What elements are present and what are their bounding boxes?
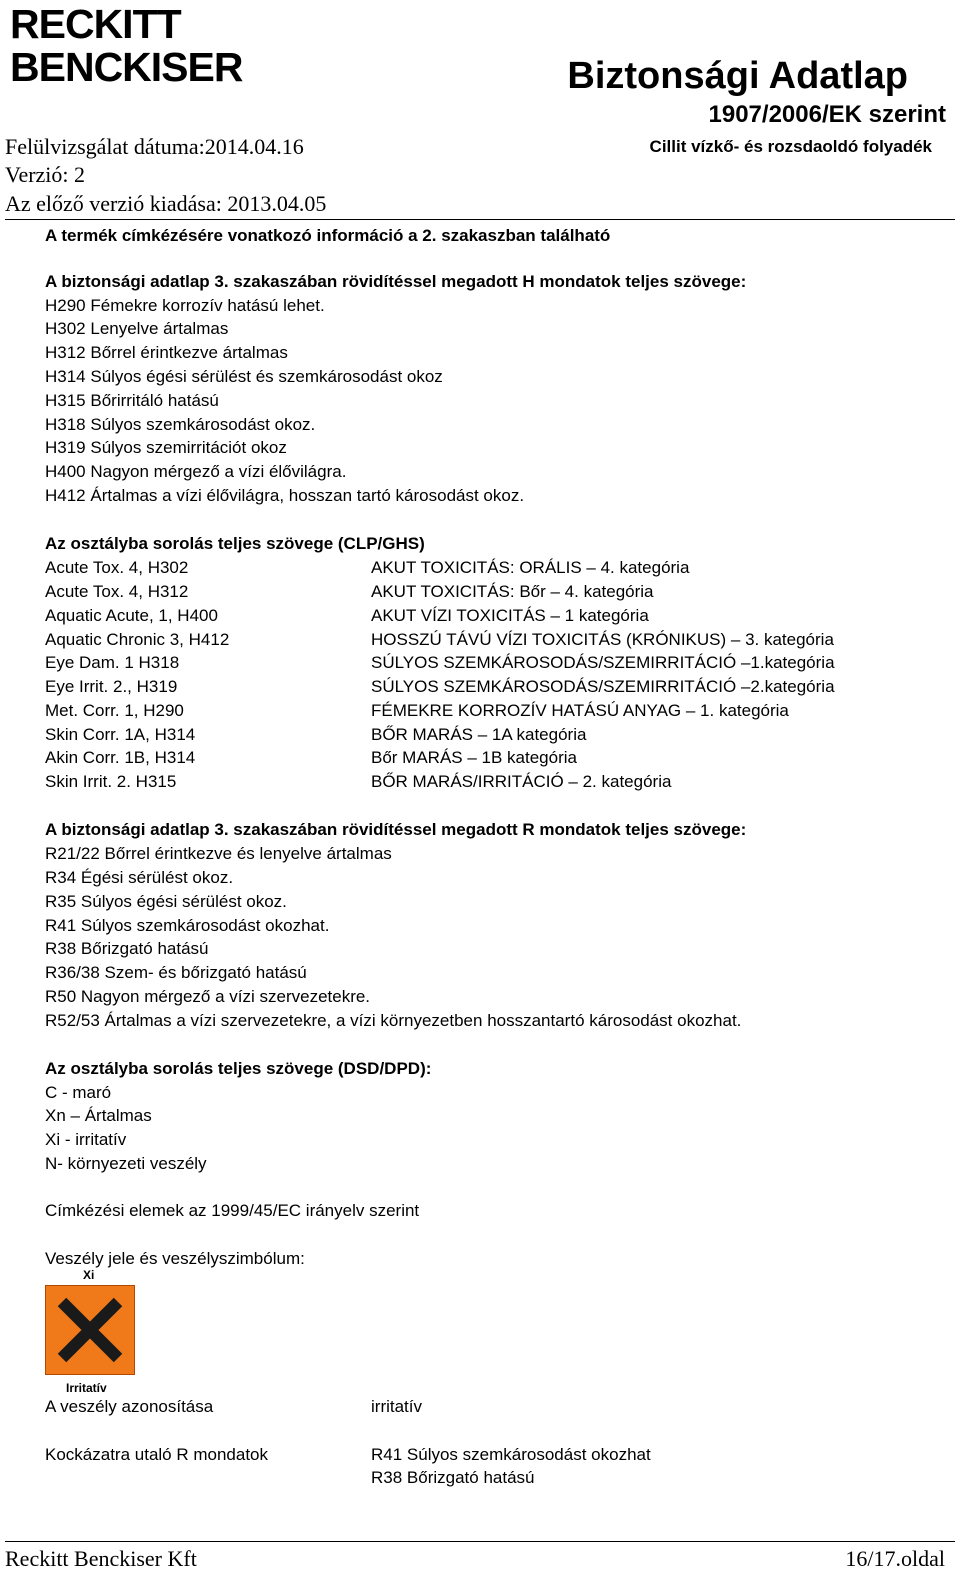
r-phrase: R41 Súlyos szemkárosodást okozhat. <box>45 916 330 935</box>
dsd-section-heading: Az osztályba sorolás teljes szövege (DSD/DPD): <box>45 1059 432 1078</box>
r-phrase-label-item: R38 Bőrizgató hatású <box>371 1468 535 1487</box>
labelling-intro: A termék címkézésére vonatkozó információ a 2. szakaszban található <box>45 226 611 245</box>
hazard-id-value: irritatív <box>371 1397 422 1416</box>
pictogram-code: Xi <box>83 1268 95 1282</box>
r-phrase: R35 Súlyos égési sérülést okoz. <box>45 892 287 911</box>
dsd-item: C - maró <box>45 1083 112 1102</box>
xi-irritant-cross-icon <box>45 1285 135 1375</box>
clp-code: Eye Dam. 1 H318 <box>45 653 180 672</box>
clp-code: Aquatic Acute, 1, H400 <box>45 606 218 625</box>
r-phrase: R36/38 Szem- és bőrizgató hatású <box>45 963 307 982</box>
dsd-item: Xn – Ártalmas <box>45 1106 152 1125</box>
h-phrase: H314 Súlyos égési sérülést és szemkárosodást okoz <box>45 367 443 386</box>
r-phrase: R50 Nagyon mérgező a vízi szervezetekre. <box>45 987 371 1006</box>
clp-text: AKUT TOXICITÁS: ORÁLIS – 4. kategória <box>371 558 690 577</box>
clp-code: Met. Corr. 1, H290 <box>45 701 184 720</box>
revision-date: Felülvizsgálat dátuma:2014.04.16 <box>5 134 304 159</box>
dsd-item: Xi - irritatív <box>45 1130 127 1149</box>
h-phrase: H290 Fémekre korrozív hatású lehet. <box>45 296 325 315</box>
clp-code: Aquatic Chronic 3, H412 <box>45 630 230 649</box>
clp-code: Akin Corr. 1B, H314 <box>45 748 196 767</box>
clp-section-heading: Az osztályba sorolás teljes szövege (CLP/GHS) <box>45 534 425 553</box>
r-phrases-label: Kockázatra utaló R mondatok <box>45 1445 269 1464</box>
h-phrase: H412 Ártalmas a vízi élővilágra, hosszan tartó károsodást okoz. <box>45 486 525 505</box>
r-phrase: R21/22 Bőrrel érintkezve és lenyelve ártalmas <box>45 844 392 863</box>
version: Verzió: 2 <box>5 162 86 187</box>
h-phrase: H312 Bőrrel érintkezve ártalmas <box>45 343 288 362</box>
symbol-heading: Veszély jele és veszélyszimbólum: <box>45 1249 305 1268</box>
r-section-heading: A biztonsági adatlap 3. szakaszában rövidítéssel megadott R mondatok teljes szövege: <box>45 820 747 839</box>
product-name: Cillit vízkő- és rozsdaoldó folyadék <box>649 137 932 156</box>
clp-text: SÚLYOS SZEMKÁROSODÁS/SZEMIRRITÁCIÓ –2.kategória <box>371 677 835 696</box>
logo-line2: BENCKISER <box>10 44 243 90</box>
clp-text: AKUT VÍZI TOXICITÁS – 1 kategória <box>371 606 649 625</box>
clp-text: BŐR MARÁS – 1A kategória <box>371 725 587 744</box>
h-phrase: H318 Súlyos szemkárosodást okoz. <box>45 415 316 434</box>
r-phrase-label-item: R41 Súlyos szemkárosodást okozhat <box>371 1445 651 1464</box>
logo-line1: RECKITT <box>10 1 181 47</box>
labelling-directive: Címkézési elemek az 1999/45/EC irányelv szerint <box>45 1201 420 1220</box>
h-section-heading: A biztonsági adatlap 3. szakaszában rövidítéssel megadott H mondatok teljes szövege: <box>45 272 747 291</box>
document-subtitle: 1907/2006/EK szerint <box>708 101 946 128</box>
footer-company: Reckitt Benckiser Kft <box>5 1546 197 1571</box>
previous-version: Az előző verzió kiadása: 2013.04.05 <box>5 191 327 216</box>
clp-text: HOSSZÚ TÁVÚ VÍZI TOXICITÁS (KRÓNIKUS) – 3. kategória <box>371 630 834 649</box>
header-divider <box>5 219 955 220</box>
clp-text: Bőr MARÁS – 1B kategória <box>371 748 577 767</box>
h-phrase: H400 Nagyon mérgező a vízi élővilágra. <box>45 462 347 481</box>
hazard-id-label: A veszély azonosítása <box>45 1397 214 1416</box>
h-phrase: H315 Bőrirritáló hatású <box>45 391 219 410</box>
clp-code: Skin Irrit. 2. H315 <box>45 772 177 791</box>
clp-code: Eye Irrit. 2., H319 <box>45 677 178 696</box>
document-title: Biztonsági Adatlap <box>567 55 908 97</box>
page-number: 16/17.oldal <box>845 1546 945 1571</box>
h-phrase: H302 Lenyelve ártalmas <box>45 319 229 338</box>
r-phrase: R38 Bőrizgató hatású <box>45 939 209 958</box>
clp-text: BŐR MARÁS/IRRITÁCIÓ – 2. kategória <box>371 772 672 791</box>
clp-code: Acute Tox. 4, H302 <box>45 558 189 577</box>
dsd-item: N- környezeti veszély <box>45 1154 207 1173</box>
footer-divider <box>5 1541 955 1542</box>
clp-code: Acute Tox. 4, H312 <box>45 582 189 601</box>
h-phrase: H319 Súlyos szemirritációt okoz <box>45 438 287 457</box>
pictogram-caption: Irritatív <box>66 1381 107 1395</box>
clp-text: SÚLYOS SZEMKÁROSODÁS/SZEMIRRITÁCIÓ –1.kategória <box>371 653 835 672</box>
clp-code: Skin Corr. 1A, H314 <box>45 725 196 744</box>
r-phrase: R52/53 Ártalmas a vízi szervezetekre, a vízi környezetben hosszantartó károsodást okozhat. <box>45 1011 742 1030</box>
clp-text: AKUT TOXICITÁS: Bőr – 4. kategória <box>371 582 654 601</box>
clp-text: FÉMEKRE KORROZÍV HATÁSÚ ANYAG – 1. kategória <box>371 701 789 720</box>
r-phrase: R34 Égési sérülést okoz. <box>45 868 234 887</box>
